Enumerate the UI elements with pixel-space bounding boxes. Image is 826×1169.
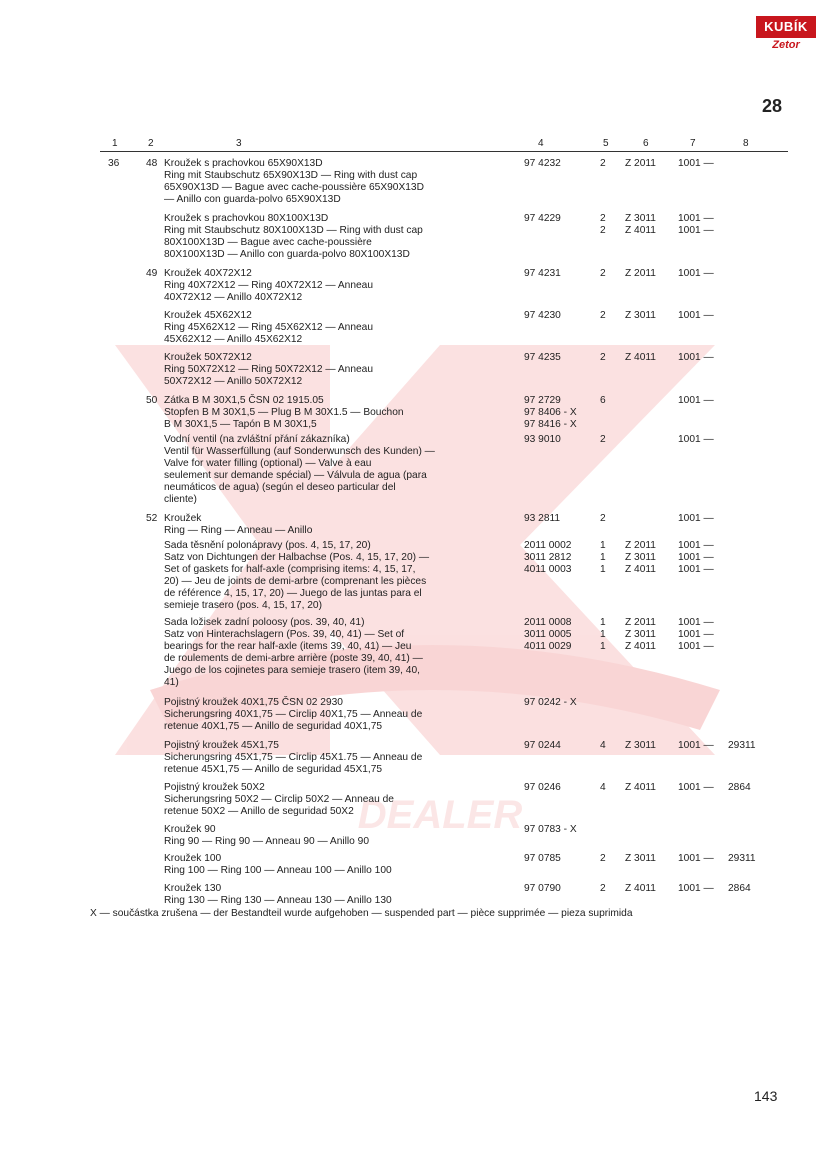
column-header-6: 6 [643, 138, 649, 149]
quantity: 4 [600, 740, 606, 751]
part-description [164, 782, 496, 818]
part-number: 97 4230 [524, 310, 561, 321]
header-rule [100, 151, 788, 152]
description-line: Kroužek 40X72X12 [164, 268, 252, 279]
column-header-4: 4 [538, 138, 544, 149]
quantity: 2 [600, 853, 606, 864]
quantity: 1 [600, 617, 606, 628]
tractor-model: Z 3011 [625, 213, 656, 224]
description-line: 45X62X12 — Anillo 45X62X12 [164, 334, 303, 346]
part-number: 93 9010 [524, 434, 561, 445]
description-line: Sicherungsring 40X1,75 — Circlip 40X1,75 — Anneau de [164, 709, 423, 721]
part-number: 2011 0008 [524, 617, 572, 628]
part-description [164, 268, 496, 304]
tractor-model: Z 2011 [625, 540, 656, 551]
part-number: 97 0246 [524, 782, 561, 793]
description-line: bearings for the rear half-axle (items 39, 40, 41) — Jeu [164, 641, 412, 653]
description-line: Satz von Dichtungen der Halbachse (Pos. 4, 15, 17, 20) — [164, 552, 430, 564]
serial-from: 1001 — [678, 853, 714, 864]
part-number: 3011 0005 [524, 629, 572, 641]
description-line: Sada ložisek zadní poloosy (pos. 39, 40, 41) [164, 617, 365, 628]
description-line: seulement sur demande spécial) — Válvula de agua (para [164, 470, 427, 482]
quantity: 2 [600, 513, 606, 524]
serial-to: 29311 [728, 853, 756, 864]
description-line: 80X100X13D — Anillo con guarda-polvo 80X100X13D [164, 249, 410, 261]
description-line: de référence 4, 15, 17, 20) — Juego de las juntas para el [164, 588, 422, 600]
part-description [164, 617, 496, 690]
serial-from: 1001 — [678, 395, 714, 406]
tractor-model: Z 4011 [625, 641, 656, 653]
description-line: Kroužek 90 [164, 824, 216, 835]
description-line: — Anillo con guarda-polvo 65X90X13D [164, 194, 341, 206]
description-line: 40X72X12 — Anillo 40X72X12 [164, 292, 303, 304]
part-number: 97 8416 - X [524, 419, 577, 431]
quantity: 2 [600, 434, 606, 445]
position-number: 52 [146, 513, 158, 524]
description-line: Pojistný kroužek 40X1,75 ČSN 02 2930 [164, 697, 343, 708]
description-line: Kroužek [164, 513, 202, 524]
tractor-model: Z 4011 [625, 225, 656, 237]
description-line: Ring 130 — Ring 130 — Anneau 130 — Anillo 130 [164, 895, 392, 907]
position-number: 49 [146, 268, 158, 279]
quantity: 2 [600, 352, 606, 363]
kubik-zetor-logo [756, 16, 816, 51]
part-number: 4011 0003 [524, 564, 572, 576]
column-header-3: 3 [236, 138, 242, 149]
part-number: 97 0783 - X [524, 824, 577, 835]
quantity: 2 [600, 158, 606, 169]
description-line: 80X100X13D — Bague avec cache-poussière [164, 237, 372, 249]
description-line: Juego de los cojinetes para semieje trasero (item 39, 40, [164, 665, 420, 677]
part-number: 97 0242 - X [524, 697, 577, 708]
description-line: Kroužek s prachovkou 80X100X13D [164, 213, 329, 224]
tractor-model: Z 4011 [625, 782, 656, 793]
description-line: retenue 45X1,75 — Anillo de seguridad 45X1,75 [164, 764, 383, 776]
column-header-2: 2 [148, 138, 154, 149]
position-number: 50 [146, 395, 158, 406]
part-number: 4011 0029 [524, 641, 572, 653]
column-header-1: 1 [112, 138, 118, 149]
description-line: 41) [164, 677, 179, 689]
serial-from: 1001 — [678, 513, 714, 524]
quantity: 2 [600, 213, 606, 224]
part-description [164, 395, 496, 431]
part-number: 97 0244 [524, 740, 561, 751]
logo-sub: Zetor [772, 39, 800, 51]
part-description [164, 352, 496, 388]
serial-from: 1001 — [678, 434, 714, 445]
part-description [164, 513, 496, 537]
logo-brand: KUBÍK [756, 16, 816, 38]
description-line: Ring 50X72X12 — Ring 50X72X12 — Anneau [164, 364, 373, 376]
serial-from: 1001 — [678, 540, 714, 551]
tractor-model: Z 3011 [625, 552, 656, 564]
description-line: Sicherungsring 50X2 — Circlip 50X2 — Anneau de [164, 794, 394, 806]
description-line: Kroužek 50X72X12 [164, 352, 252, 363]
column-header-8: 8 [743, 138, 749, 149]
footnote: X — součástka zrušena — der Bestandteil wurde aufgehoben — suspended part — pièce supprimée — pieza suprimida [90, 908, 633, 919]
quantity: 6 [600, 395, 606, 406]
description-line: Kroužek 45X62X12 [164, 310, 252, 321]
part-number: 3011 2812 [524, 552, 572, 564]
description-line: Ring — Ring — Anneau — Anillo [164, 525, 313, 537]
serial-from: 1001 — [678, 641, 714, 653]
description-line: 65X90X13D — Bague avec cache-poussière 65X90X13D [164, 182, 424, 194]
description-line: semieje trasero (pos. 4, 15, 17, 20) [164, 600, 322, 612]
description-line: Ring 90 — Ring 90 — Anneau 90 — Anillo 90 [164, 836, 370, 848]
description-line: cliente) [164, 494, 197, 506]
serial-from: 1001 — [678, 883, 714, 894]
description-line: Kroužek 130 [164, 883, 222, 894]
quantity: 2 [600, 883, 606, 894]
position-number: 48 [146, 158, 158, 169]
quantity: 2 [600, 225, 606, 237]
part-description [164, 158, 496, 206]
quantity: 2 [600, 310, 606, 321]
serial-from: 1001 — [678, 552, 714, 564]
part-number: 97 4232 [524, 158, 561, 169]
description-line: Ventil für Wasserfüllung (auf Sonderwunsch des Kunden) — [164, 446, 435, 458]
description-line: Sada těsnění polonápravy (pos. 4, 15, 17, 20) [164, 540, 371, 551]
description-line: retenue 40X1,75 — Anillo de seguridad 40X1,75 [164, 721, 383, 733]
description-line: Pojistný kroužek 50X2 [164, 782, 265, 793]
page-number: 28 [762, 96, 783, 116]
description-line: Kroužek 100 [164, 853, 222, 864]
description-line: neumáticos de agua) (según el deseo particular del [164, 482, 396, 494]
description-line: Vodní ventil (na zvláštní přání zákazníka) [164, 434, 350, 445]
description-line: Ring 100 — Ring 100 — Anneau 100 — Anillo 100 [164, 865, 392, 877]
part-number: 97 4229 [524, 213, 561, 224]
tractor-model: Z 3011 [625, 740, 656, 751]
description-line: Kroužek s prachovkou 65X90X13D [164, 158, 323, 169]
part-number: 97 0785 [524, 853, 561, 864]
serial-from: 1001 — [678, 629, 714, 641]
description-line: Set of gaskets for half-axle (comprising items: 4, 15, 17, [164, 564, 416, 576]
serial-to: 2864 [728, 883, 751, 894]
description-line: Ring 45X62X12 — Ring 45X62X12 — Anneau [164, 322, 373, 334]
tractor-model: Z 2011 [625, 617, 656, 628]
part-description [164, 740, 496, 776]
part-number: 97 0790 [524, 883, 561, 894]
quantity: 1 [600, 552, 606, 564]
tractor-model: Z 3011 [625, 310, 656, 321]
part-description [164, 213, 496, 261]
description-line: Zátka B M 30X1,5 ČSN 02 1915.05 [164, 395, 324, 406]
serial-from: 1001 — [678, 225, 714, 237]
serial-from: 1001 — [678, 740, 714, 751]
serial-from: 1001 — [678, 782, 714, 793]
quantity: 2 [600, 268, 606, 279]
part-number: 97 8406 - X [524, 407, 577, 419]
tractor-model: Z 4011 [625, 564, 656, 576]
description-line: Stopfen B M 30X1,5 — Plug B M 30X1.5 — Bouchon [164, 407, 404, 419]
serial-from: 1001 — [678, 352, 714, 363]
watermark-text: DEALER [357, 793, 523, 837]
tractor-model: Z 3011 [625, 853, 656, 864]
part-description [164, 310, 496, 346]
serial-from: 1001 — [678, 617, 714, 628]
fig-number: 36 [108, 158, 120, 169]
part-number: 97 4231 [524, 268, 561, 279]
description-line: Ring mit Staubschutz 80X100X13D — Ring with dust cap [164, 225, 423, 237]
part-number: 97 4235 [524, 352, 561, 363]
part-description [164, 853, 496, 877]
quantity: 1 [600, 629, 606, 641]
serial-to: 29311 [728, 740, 756, 751]
description-line: Sicherungsring 45X1,75 — Circlip 45X1.75 — Anneau de [164, 752, 423, 764]
serial-from: 1001 — [678, 158, 714, 169]
part-number: 97 2729 [524, 395, 561, 406]
description-line: de roulements de demi-arbre arrière (poste 39, 40, 41) — [164, 653, 423, 665]
tractor-model: Z 2011 [625, 158, 656, 169]
column-header-7: 7 [690, 138, 696, 149]
quantity: 1 [600, 540, 606, 551]
description-line: Ring 40X72X12 — Ring 40X72X12 — Anneau [164, 280, 373, 292]
serial-from: 1001 — [678, 310, 714, 321]
tractor-model: Z 4011 [625, 883, 656, 894]
quantity: 1 [600, 564, 606, 576]
description-line: Valve for water filling (optional) — Valve à eau [164, 458, 372, 470]
tractor-model: Z 3011 [625, 629, 656, 641]
serial-from: 1001 — [678, 564, 714, 576]
description-line: 20) — Jeu de joints de demi-arbre (comprenant les pièces [164, 576, 427, 588]
part-description [164, 883, 496, 907]
part-description [164, 824, 496, 848]
footer-page-number: 143 [754, 1088, 778, 1104]
part-number: 2011 0002 [524, 540, 572, 551]
part-number: 93 2811 [524, 513, 561, 524]
description-line: B M 30X1,5 — Tapón B M 30X1,5 [164, 419, 317, 431]
part-description [164, 434, 496, 507]
description-line: 50X72X12 — Anillo 50X72X12 [164, 376, 303, 388]
description-line: Satz von Hinterachslagern (Pos. 39, 40, 41) — Set of [164, 629, 405, 641]
part-description [164, 540, 496, 613]
quantity: 1 [600, 641, 606, 653]
serial-from: 1001 — [678, 268, 714, 279]
part-description [164, 697, 496, 733]
column-header-5: 5 [603, 138, 609, 149]
description-line: Pojistný kroužek 45X1,75 [164, 740, 279, 751]
tractor-model: Z 2011 [625, 268, 656, 279]
serial-to: 2864 [728, 782, 751, 793]
serial-from: 1001 — [678, 213, 714, 224]
tractor-model: Z 4011 [625, 352, 656, 363]
quantity: 4 [600, 782, 606, 793]
description-line: Ring mit Staubschutz 65X90X13D — Ring with dust cap [164, 170, 418, 182]
description-line: retenue 50X2 — Anillo de seguridad 50X2 [164, 806, 354, 818]
